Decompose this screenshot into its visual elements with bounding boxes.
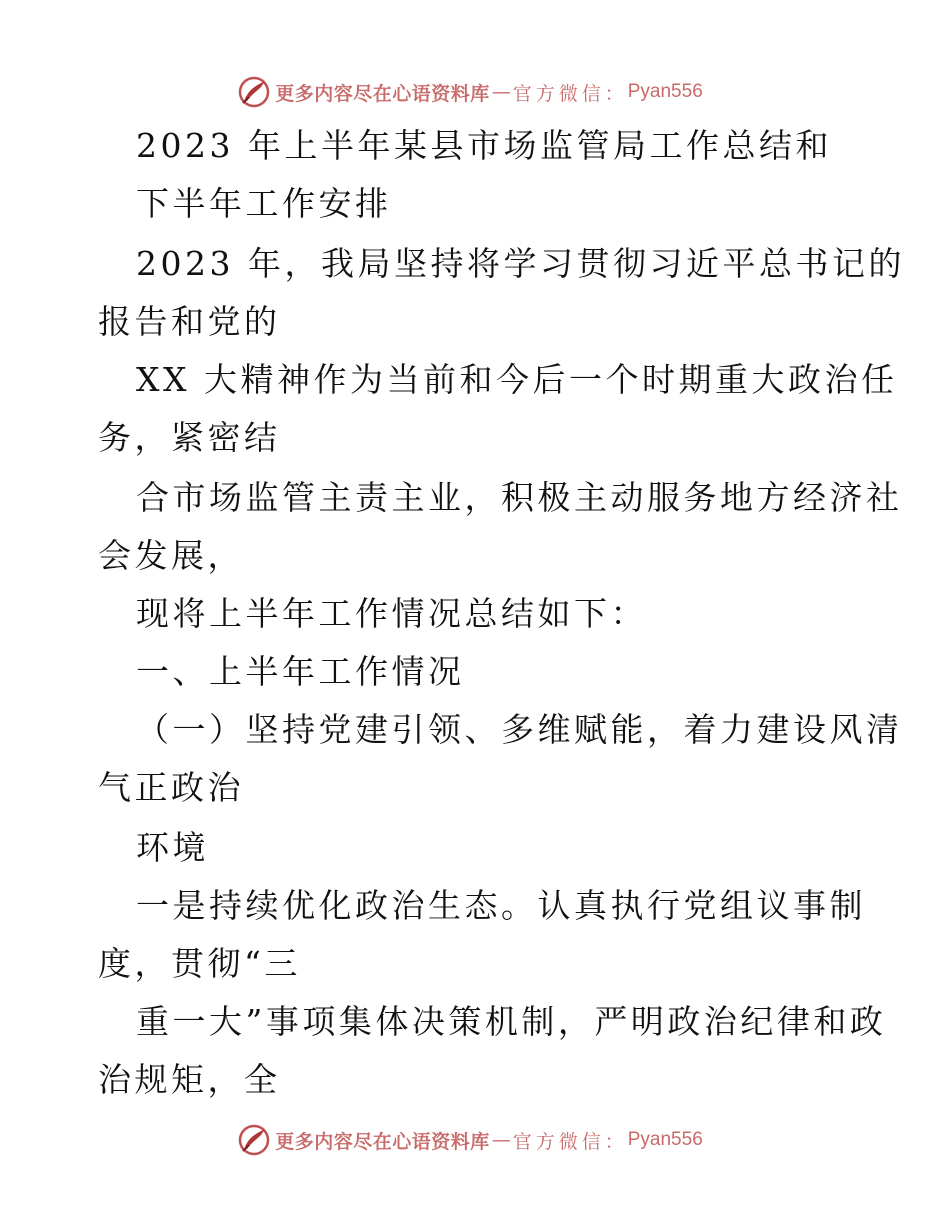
- text-line: 环境: [136, 828, 209, 867]
- subsection-heading: （一）坚持党建引领、多维赋能，着力建设风清: [136, 710, 903, 749]
- watermark-text: 更多内容尽在心语资料库: [275, 1130, 490, 1153]
- watermark-id: Pyan556: [627, 81, 703, 102]
- text-line: 重一大”事项集体决策机制，严明政治纪律和政: [136, 1002, 887, 1041]
- section-heading: 一、上半年工作情况: [136, 652, 465, 691]
- text-line: 务，紧密结: [98, 418, 281, 457]
- text-line: 一是持续优化政治生态。认真执行党组议事制: [136, 886, 866, 925]
- title-line-2: 下半年工作安排: [136, 184, 392, 223]
- watermark-dash: —: [491, 81, 511, 103]
- text-line: XX 大精神作为当前和今后一个时期重大政治任: [136, 360, 898, 399]
- watermark-inner: [237, 1123, 703, 1157]
- watermark-label: 官方微信：: [512, 82, 628, 105]
- watermark-label: 官方微信：: [512, 1130, 628, 1153]
- watermark-banner-top: [0, 72, 950, 112]
- pen-logo-icon: [237, 75, 271, 109]
- text-line: 治规矩，全: [98, 1060, 281, 1099]
- watermark-banner-bottom: [0, 1120, 950, 1160]
- text-line: 现将上半年工作情况总结如下：: [136, 594, 647, 633]
- watermark-id: Pyan556: [627, 1129, 703, 1150]
- text-line: 2023 年，我局坚持将学习贯彻习近平总书记的: [136, 244, 905, 283]
- pen-logo-icon: [237, 1123, 271, 1157]
- title-line-1: 2023 年上半年某县市场监管局工作总结和: [136, 126, 832, 165]
- watermark-inner: [237, 75, 703, 109]
- watermark-text: 更多内容尽在心语资料库: [275, 82, 490, 105]
- text-line: 气正政治: [98, 768, 244, 807]
- watermark-dash: —: [491, 1129, 511, 1151]
- text-line: 会发展，: [98, 536, 244, 575]
- text-line: 合市场监管主责主业，积极主动服务地方经济社: [136, 478, 903, 517]
- text-line: 报告和党的: [98, 302, 281, 341]
- text-line: 度，贯彻“三: [98, 944, 301, 983]
